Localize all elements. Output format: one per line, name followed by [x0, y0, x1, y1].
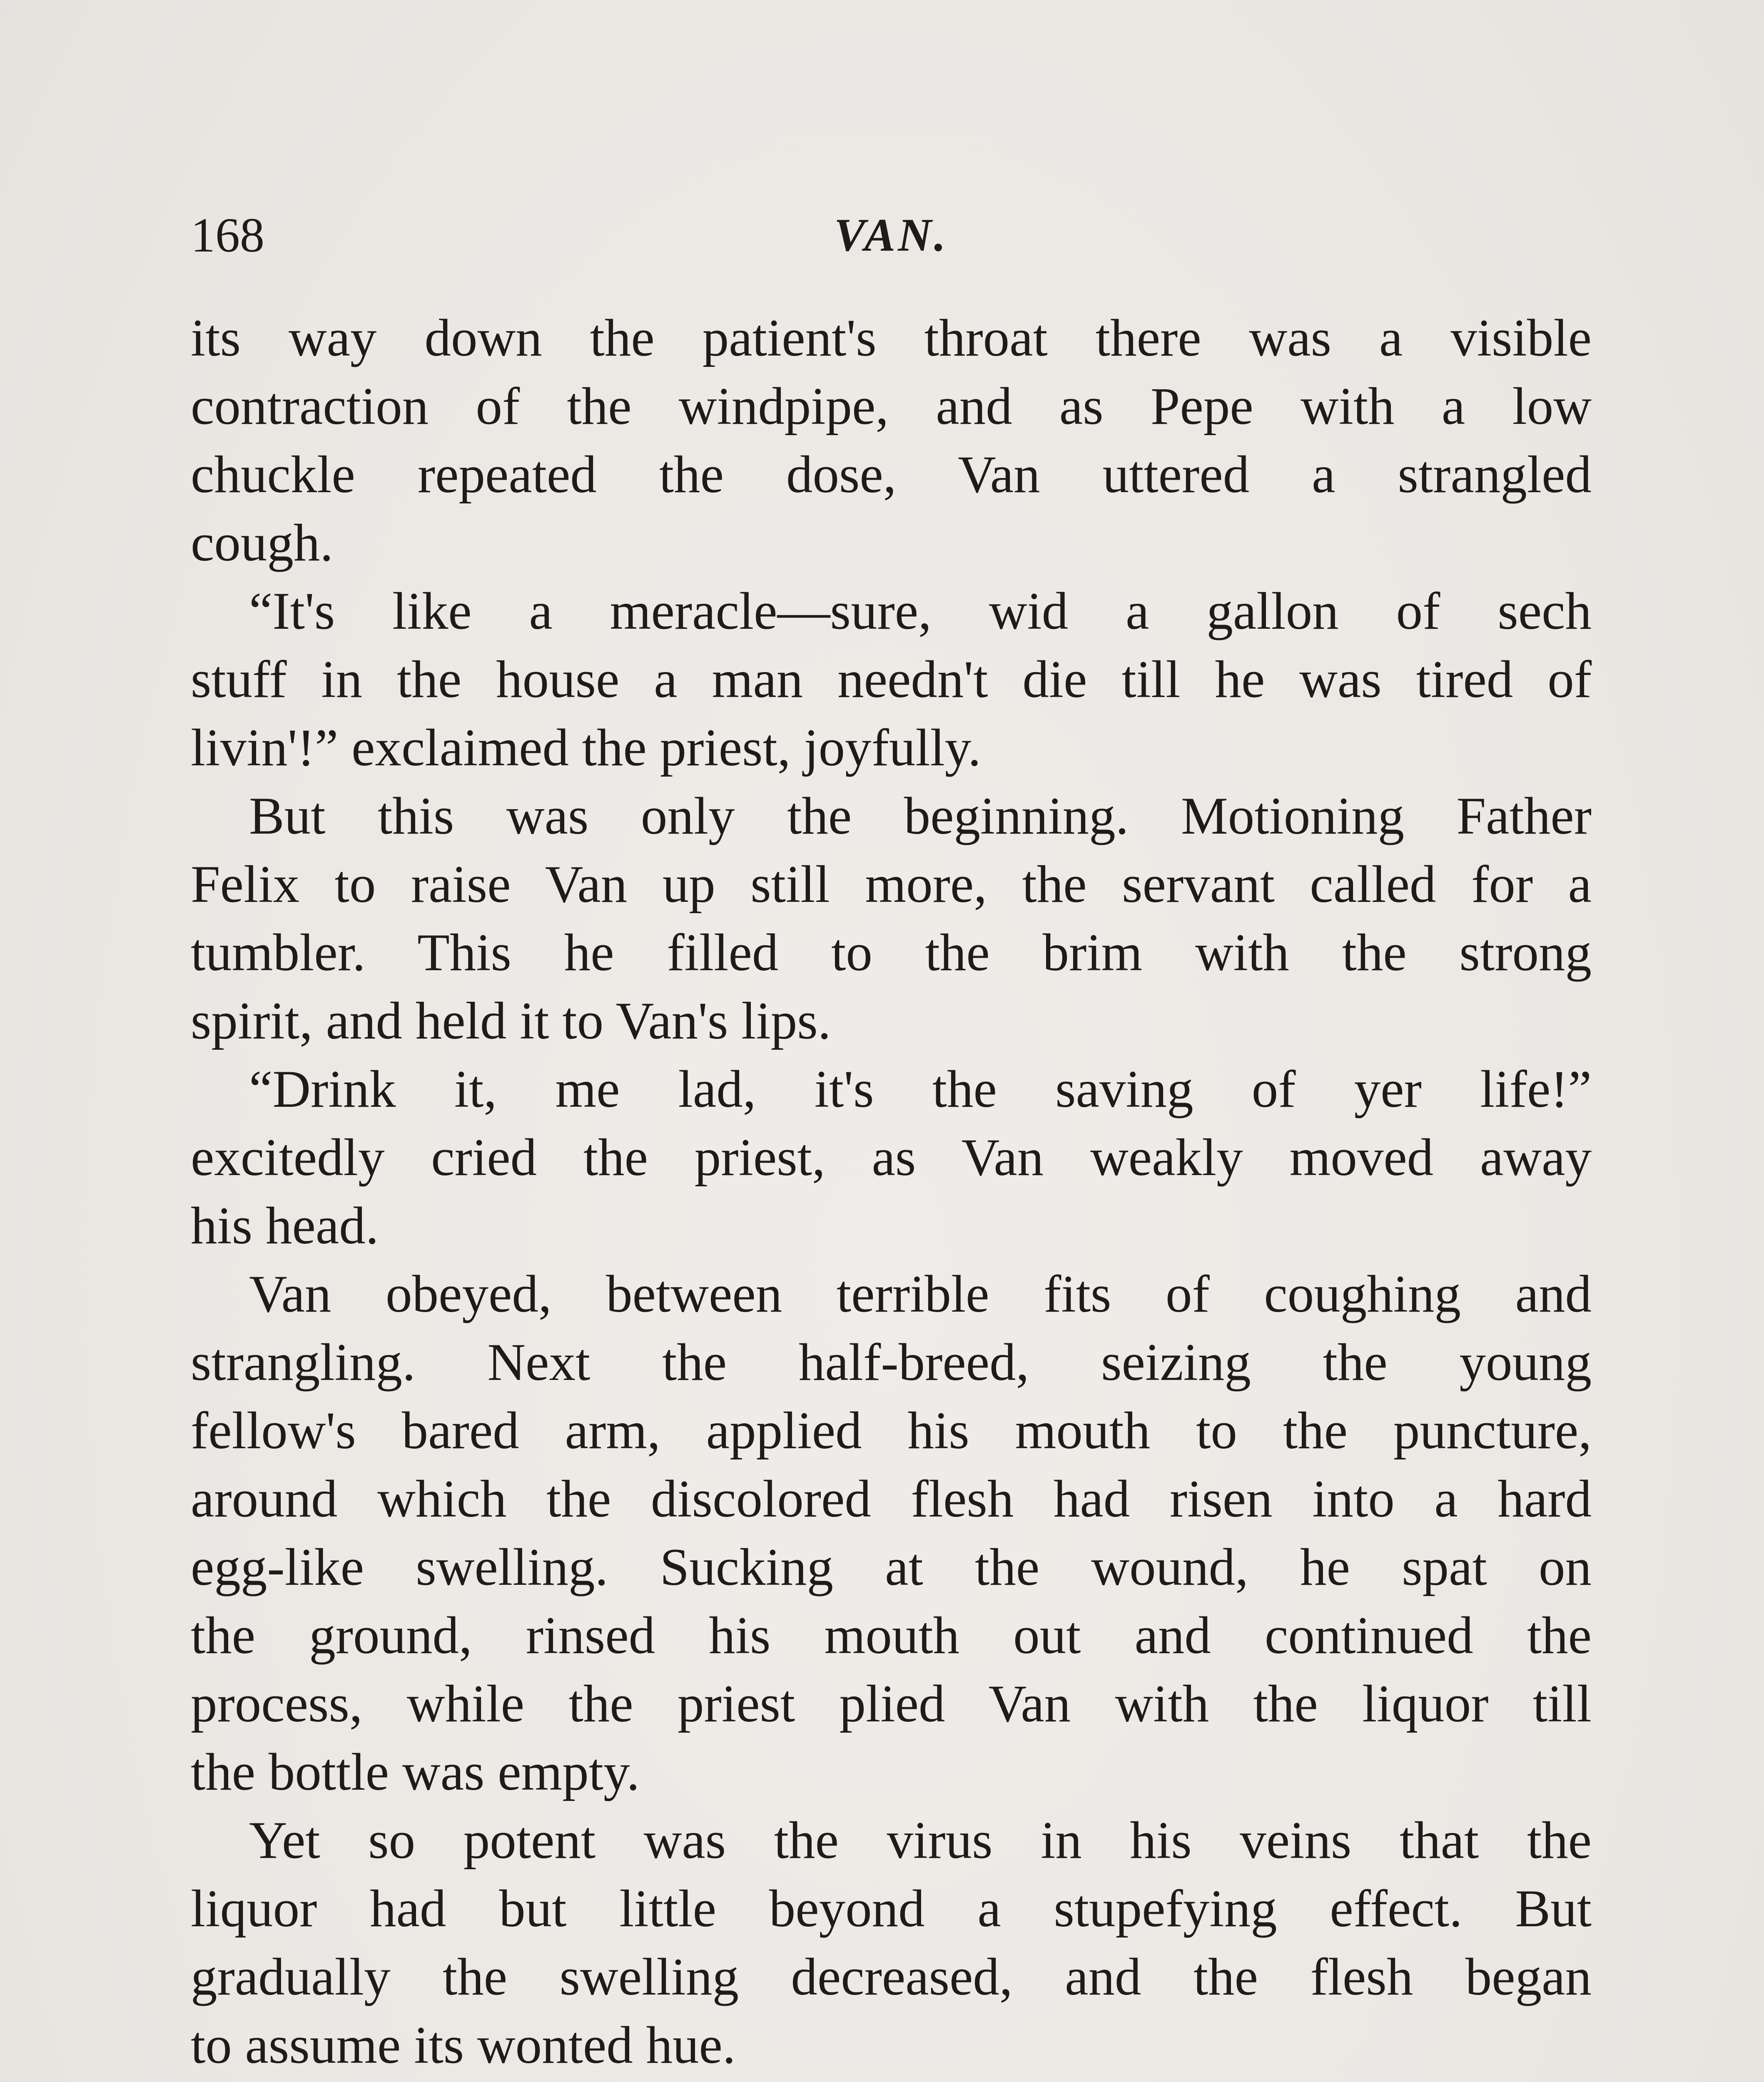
text-line: Felix to raise Van up still more, the servant called for a [191, 855, 1592, 914]
text-line: egg-like swelling. Sucking at the wound, he spat on [191, 1538, 1592, 1596]
text-line: excitedly cried the priest, as Van weakly moved away [191, 1128, 1592, 1187]
text-line: its way down the patient's throat there was a visible [191, 309, 1592, 367]
text-line: chuckle repeated the dose, Van uttered a strangled [191, 446, 1592, 504]
body-text [191, 304, 1592, 2082]
paragraph [191, 782, 1592, 1055]
text-line: tumbler. This he filled to the brim with the strong [191, 924, 1592, 982]
text-line: “Drink it, me lad, it's the saving of yer life!” [249, 1060, 1592, 1118]
running-head: VAN. [834, 209, 948, 261]
text-line: the ground, rinsed his mouth out and continued the [191, 1606, 1592, 1665]
text-line: fellow's bared arm, applied his mouth to the puncture, [191, 1402, 1592, 1460]
text-line: Van obeyed, between terrible fits of coughing and [249, 1265, 1592, 1323]
paragraph [191, 304, 1592, 577]
page-number: 168 [191, 208, 264, 262]
text-line: liquor had but little beyond a stupefying effect. But [191, 1880, 1592, 1938]
text-line: around which the discolored flesh had risen into a hard [191, 1470, 1592, 1528]
paragraph [191, 577, 1592, 782]
text-line [191, 2080, 1592, 2082]
text-line: spirit, and held it to Van's lips. [191, 992, 831, 1050]
text-line: But this was only the beginning. Motioning Father [249, 787, 1592, 845]
paragraph [191, 1806, 1592, 2080]
paragraph [191, 1055, 1592, 1260]
paragraph [191, 2080, 1592, 2082]
text-line: Yet so potent was the virus in his veins that the [249, 1811, 1592, 1870]
text-line: stuff in the house a man needn't die till he was tired of [191, 650, 1592, 709]
paragraph [191, 1260, 1592, 1806]
text-line: cough. [191, 514, 334, 572]
text-line: contraction of the windpipe, and as Pepe with a low [191, 377, 1592, 436]
text-line: livin'!” exclaimed the priest, joyfully. [191, 719, 981, 777]
text-line: gradually the swelling decreased, and the flesh began [191, 1948, 1592, 2006]
text-line: to assume its wonted hue. [191, 2016, 736, 2075]
text-line: process, while the priest plied Van with the liquor till [191, 1675, 1592, 1733]
text-line: “It's like a meracle—sure, wid a gallon of sech [249, 582, 1592, 640]
text-line: his head. [191, 1197, 379, 1255]
page-header [191, 200, 1592, 271]
text-line: strangling. Next the half-breed, seizing the young [191, 1333, 1592, 1392]
text-line: the bottle was empty. [191, 1743, 640, 1801]
